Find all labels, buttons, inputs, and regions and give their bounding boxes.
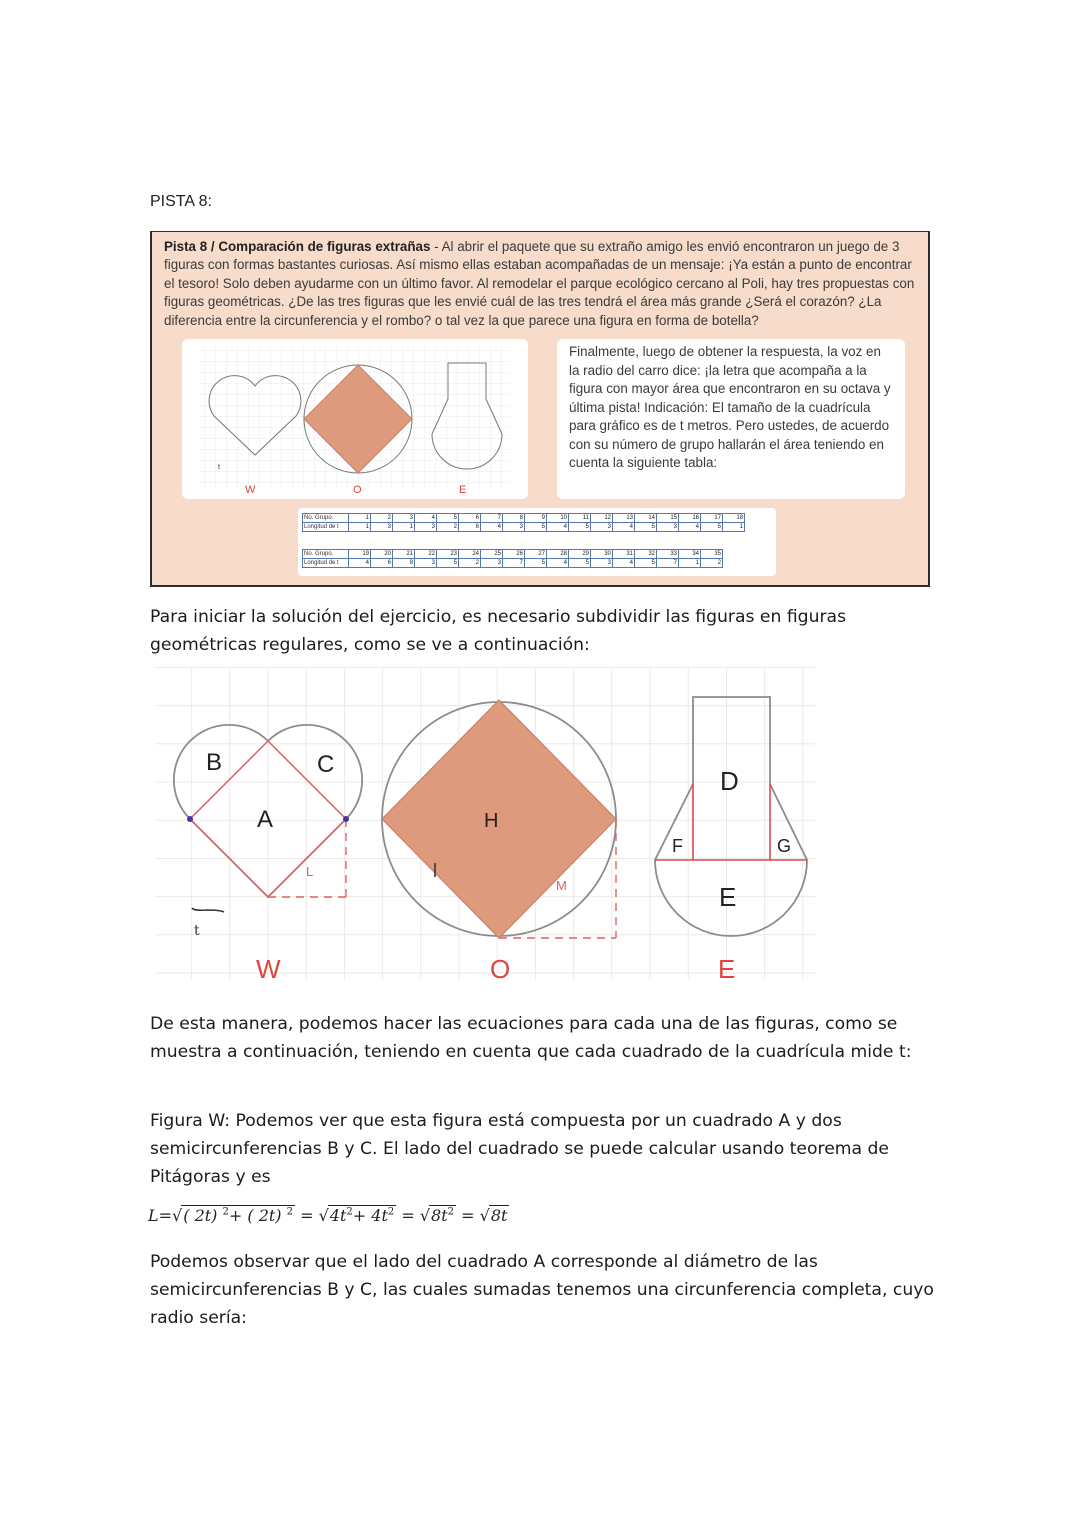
label-w: W	[245, 484, 256, 496]
radicand-1	[181, 1205, 295, 1225]
table-cell: 12	[591, 514, 613, 523]
sqrt-sign: √	[479, 1206, 490, 1225]
table-cell: 5	[525, 523, 547, 532]
table-cell: 4	[613, 523, 635, 532]
table-cell: 3	[481, 559, 503, 568]
table-cell: 3	[415, 559, 437, 568]
table-cell: 20	[371, 550, 393, 559]
table-cell: 7	[481, 514, 503, 523]
table-cell: 5	[437, 559, 459, 568]
equals: =	[456, 1206, 480, 1225]
table-cell: 31	[613, 550, 635, 559]
table-cell: 2	[437, 523, 459, 532]
label-a: A	[257, 806, 274, 833]
table-cell: 8	[393, 559, 415, 568]
decomposition-svg	[150, 667, 820, 985]
label-m: M	[556, 878, 567, 893]
table-cell: 18	[723, 514, 745, 523]
table-cell: 34	[679, 550, 701, 559]
label-e: E	[718, 954, 736, 984]
label-o: O	[490, 954, 511, 984]
note-panel: Finalmente, luego de obtener la respuesta, la voz en la radio del carro dice: ¡la letra que acompaña a la figura con mayor área que encontraron en su octava y última pista! Indicación: El tamaño de la cuadrícula para gráfico es de t metros. Pero ustedes, de acuerdo con su número de grupo hallarán el área teniendo en cuenta la siguiente tabla:	[557, 339, 905, 499]
table-cell: 5	[569, 523, 591, 532]
intro-paragraph: Para iniciar la solución del ejercicio, es necesario subdividir las figuras en figuras geométricas regulares, como se ve a continuación:	[150, 607, 847, 655]
t-label: t	[218, 464, 220, 471]
table-cell: 27	[525, 550, 547, 559]
table-cell: 1	[679, 559, 701, 568]
figure-w-paragraph: Figura W: Podemos ver que esta figura está compuesta por un cuadrado A y dos semicircunferencias B y C. El lado del cuadrado se puede calcular usando teorema de Pitágoras y es	[150, 1111, 889, 1187]
group-header: No. Grupo.	[303, 550, 349, 559]
heart-right-point	[343, 816, 349, 822]
table-cell: 24	[459, 550, 481, 559]
radius-paragraph: Podemos observar que el lado del cuadrado A corresponde al diámetro de las semicircunferencias B y C, las cuales sumadas tenemos una circunferencia completa, cuyo radio sería:	[150, 1252, 934, 1328]
table-cell: 29	[569, 550, 591, 559]
sqrt-sign: √	[172, 1206, 183, 1225]
table-cell: 3	[393, 514, 415, 523]
exp: 2	[346, 1206, 353, 1218]
table-cell: 4	[547, 559, 569, 568]
table-cell: 25	[481, 550, 503, 559]
table-cell: 2	[701, 559, 723, 568]
table-cell: 9	[525, 514, 547, 523]
group-table-panel	[298, 508, 776, 576]
clue-text	[164, 238, 922, 330]
table-cell: 2	[459, 559, 481, 568]
table-cell: 30	[591, 550, 613, 559]
table-cell: 32	[635, 550, 657, 559]
exp: 2	[387, 1206, 395, 1218]
heart-left-point	[187, 816, 193, 822]
table-cell: 15	[657, 514, 679, 523]
label-b: B	[206, 749, 223, 776]
table-cell: 33	[657, 550, 679, 559]
label-d: D	[720, 766, 739, 796]
radicand-4: 8t	[490, 1206, 508, 1225]
group-header: No. Grupo.	[303, 514, 349, 523]
equals: =	[396, 1206, 420, 1225]
exp: 2	[222, 1206, 229, 1218]
clue-body: - Al abrir el paquete que su extraño amigo les envió encontraron un juego de 3 figuras con formas bastantes curiosas. Así mismo ellas estaban acompañadas de un mensaje: ¡Ya están a punto de encontrar el tesoro! Solo deben ayudarme con un último favor. Al remodelar el parque ecológico cercano al Poli, hay tres propuestas con figuras geométricas. ¿De las tres figuras que les envié cuál de las tres tendrá el área más grande ¿Será el corazón? ¿La diferencia entre la circunferencia y el rombo? o tal vez la que parece una figura en forma de botella?	[164, 239, 915, 328]
figures-svg	[182, 339, 528, 499]
figures-panel	[182, 339, 528, 499]
sqrt-sign: √	[419, 1206, 431, 1225]
table-cell: 3	[415, 523, 437, 532]
radicand-2	[328, 1205, 396, 1225]
table-cell: 26	[503, 550, 525, 559]
table-cell: 8	[503, 514, 525, 523]
group-table-2	[302, 549, 723, 568]
label-c: C	[317, 751, 335, 778]
table-cell: 19	[349, 550, 371, 559]
group-table-1	[302, 513, 745, 532]
table-cell: 4	[613, 559, 635, 568]
table-cell: 21	[393, 550, 415, 559]
table-cell: 1	[349, 523, 371, 532]
table-cell: 4	[679, 523, 701, 532]
table-cell: 1	[393, 523, 415, 532]
table-cell: 17	[701, 514, 723, 523]
t-label: t	[194, 923, 200, 939]
table-cell: 5	[525, 559, 547, 568]
term-2t-a: ( 2t)	[183, 1206, 223, 1225]
length-header: Longitud de t	[303, 559, 349, 568]
length-header: Longitud de t	[303, 523, 349, 532]
table-cell: 5	[569, 559, 591, 568]
table-cell: 16	[679, 514, 701, 523]
label-f: F	[672, 836, 683, 856]
label-l: L	[306, 864, 314, 879]
label-w: W	[256, 954, 281, 984]
table-cell: 3	[591, 523, 613, 532]
table-cell: 14	[635, 514, 657, 523]
formula-lhs: L=	[148, 1206, 173, 1225]
equals: =	[295, 1206, 319, 1225]
table-cell: 6	[459, 514, 481, 523]
table-cell: 11	[569, 514, 591, 523]
clue-title: Pista 8 / Comparación de figuras extrañas	[164, 239, 431, 254]
term-2t-b: + ( 2t)	[228, 1206, 287, 1225]
radicand-3	[429, 1205, 456, 1225]
table-cell: 5	[635, 523, 657, 532]
label-e-inner: E	[719, 882, 737, 912]
table-cell: 3	[503, 523, 525, 532]
clue-box	[150, 231, 930, 587]
term-4t-a: 4t	[329, 1206, 347, 1225]
label-g: G	[777, 836, 792, 856]
table-cell: 7	[503, 559, 525, 568]
table-cell: 4	[415, 514, 437, 523]
table-cell: 2	[371, 514, 393, 523]
table-cell: 13	[613, 514, 635, 523]
table-cell: 4	[349, 559, 371, 568]
table-cell: 3	[371, 523, 393, 532]
table-cell: 28	[547, 550, 569, 559]
equations-intro-paragraph: De esta manera, podemos hacer las ecuaciones para cada una de las figuras, como se muestra a continuación, teniendo en cuenta que cada cuadrado de la cuadrícula mide t:	[150, 1014, 912, 1062]
table-cell: 1	[723, 523, 745, 532]
page-heading: PISTA 8:	[150, 193, 212, 210]
table-cell: 6	[371, 559, 393, 568]
decomposition-diagram	[150, 667, 820, 989]
table-cell: 7	[657, 559, 679, 568]
table-cell: 6	[459, 523, 481, 532]
exp: 2	[447, 1206, 455, 1218]
label-e: E	[459, 484, 467, 496]
sqrt-sign: √	[318, 1206, 329, 1225]
table-cell: 4	[547, 523, 569, 532]
term-8t2: 8t	[431, 1206, 448, 1225]
pythagoras-formula	[148, 1205, 509, 1225]
table-cell: 10	[547, 514, 569, 523]
exp: 2	[286, 1206, 294, 1218]
table-cell: 35	[701, 550, 723, 559]
table-cell: 5	[635, 559, 657, 568]
term-4t-b: + 4t	[352, 1206, 388, 1225]
table-cell: 3	[591, 559, 613, 568]
table-cell: 4	[481, 523, 503, 532]
table-cell: 1	[349, 514, 371, 523]
label-o: O	[353, 484, 362, 496]
label-h: H	[484, 810, 499, 832]
table-cell: 5	[437, 514, 459, 523]
table-cell: 22	[415, 550, 437, 559]
table-cell: 5	[701, 523, 723, 532]
table-cell: 23	[437, 550, 459, 559]
table-cell: 3	[657, 523, 679, 532]
